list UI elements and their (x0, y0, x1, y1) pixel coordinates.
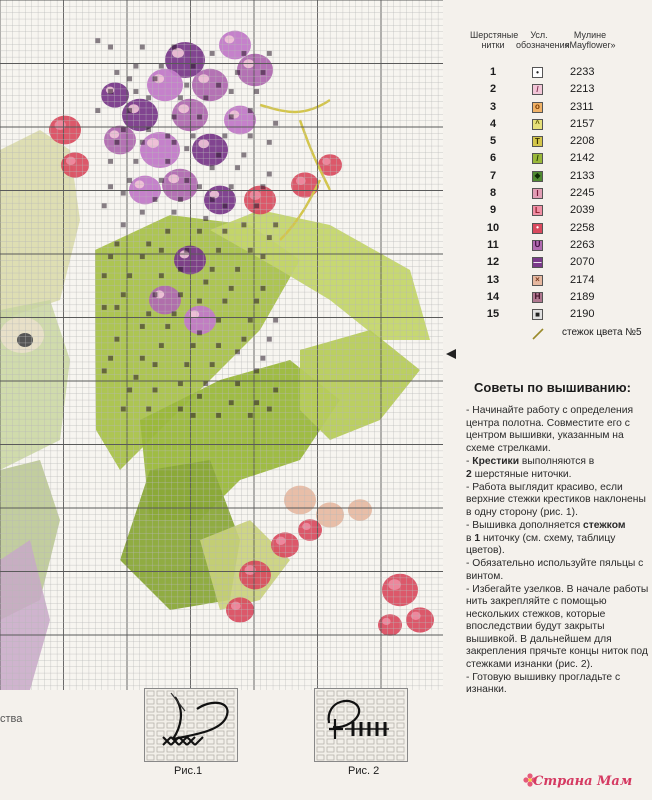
tip-item (466, 482, 650, 520)
cross-stitch-diagram-icon (145, 689, 237, 761)
legend-symbol: • (532, 67, 543, 78)
tip-item (466, 584, 650, 672)
tip-bold-text: Крестики (472, 455, 520, 467)
legend-floss-code: 2258 (570, 221, 595, 234)
legend-number: 8 (489, 187, 497, 200)
tip-bold-text: 1 (474, 532, 481, 544)
legend-row (470, 272, 650, 289)
tip-bold-text: стежком (583, 519, 626, 531)
figure-1 (144, 688, 238, 762)
legend-row (470, 237, 650, 254)
legend-floss-code: 2133 (570, 169, 595, 182)
center-arrow-icon (445, 348, 457, 360)
figure-1-caption: Рис.1 (174, 765, 203, 777)
legend-floss-code: 2142 (570, 152, 595, 165)
legend-floss-code: 2311 (570, 100, 594, 113)
legend-symbol: U (532, 240, 543, 251)
legend-header (470, 30, 650, 62)
legend-row (470, 306, 650, 323)
legend-floss-code: 2208 (570, 135, 595, 148)
legend-symbol: • (532, 223, 543, 234)
tip-text: в (466, 532, 475, 544)
legend-row (470, 220, 650, 237)
tip-text: шерстяные ниточки. (471, 468, 572, 480)
legend-floss-code: 2263 (570, 238, 595, 251)
tip-text: - Обязательно используйте пяльцы с винтом. (466, 558, 644, 582)
tip-item (466, 469, 650, 482)
legend-row (470, 99, 650, 116)
tip-text: - Вышивка дополняется (466, 519, 584, 531)
legend-symbol: T (532, 136, 543, 147)
legend-symbol: / (532, 153, 543, 164)
legend-number: 15 (486, 308, 500, 321)
legend-floss-code: 2039 (570, 204, 595, 217)
legend-row (470, 81, 650, 98)
tips-title: Советы по вышиванию: (474, 380, 631, 395)
watermark-text: Страна Мам (533, 774, 633, 789)
legend-symbol: × (532, 275, 543, 286)
tip-text: - Избегайте узелков. В начале работы нить закрепляйте с помощью нескольких стежков, которые впоследствии будут закрыты вышивкой. В дальнейшем для закрепления прячьте концы ниток под стежками изнанки (рис. 2). (466, 583, 649, 670)
tip-text: - Работа выглядит красиво, если верхние стежки крестиков наклонены в одну сторону (рис. 1). (466, 481, 646, 518)
legend-number: 9 (489, 204, 497, 217)
legend-number: 5 (489, 135, 497, 148)
legend-number: 10 (486, 221, 500, 234)
tip-text: - (466, 455, 473, 467)
legend-symbol: ■ (532, 309, 543, 320)
legend-number: 7 (489, 169, 497, 182)
legend-row (470, 150, 650, 167)
legend-floss-code: 2157 (570, 117, 595, 130)
legend-floss-code: 2189 (570, 290, 595, 303)
legend-floss-code: 2213 (570, 83, 595, 96)
legend-symbol: L (532, 205, 543, 216)
legend-symbol: o (532, 102, 543, 113)
legend-number: 2 (489, 83, 497, 96)
tips-list (466, 405, 650, 697)
legend-header-floss: Мулине «Mayflower» (564, 30, 616, 50)
legend-symbol: / (532, 84, 543, 95)
site-watermark (521, 771, 647, 797)
legend-number: 4 (489, 117, 497, 130)
legend-row (470, 202, 650, 219)
legend-floss-code: 2174 (570, 273, 595, 286)
legend-floss-code: 2070 (570, 256, 595, 269)
stitch-label: стежок цвета №5 (562, 327, 642, 339)
legend-symbol: ^ (532, 119, 543, 130)
tip-text: выполняются в (519, 455, 595, 467)
legend-number: 11 (487, 238, 499, 251)
legend-symbol: H (532, 292, 543, 303)
legend-rows (470, 64, 650, 323)
legend-number: 14 (486, 290, 500, 303)
figure-2 (314, 688, 408, 762)
tip-text: ниточку (см. схему, таблицу цветов). (466, 532, 616, 556)
legend-number: 1 (489, 66, 497, 78)
tip-text: - Начинайте работу с определения центра полотна. Совместите его с центром вышивки, указанным на схеме стрелками. (466, 405, 634, 454)
legend-number: 6 (489, 152, 497, 165)
legend-header-threads: Шерстяные нитки (470, 30, 519, 50)
legend-header-symbols: Усл. обозначения (516, 30, 570, 50)
legend-row (470, 289, 650, 306)
legend-stitch-row (470, 325, 650, 341)
legend-symbol: — (533, 257, 542, 267)
tip-item (466, 558, 650, 583)
tip-bold-text: 2 (466, 468, 472, 480)
cut-off-text: ства (0, 713, 23, 725)
legend-row (470, 64, 650, 81)
legend-floss-code: 2233 (570, 66, 595, 78)
legend-row (470, 254, 650, 271)
tip-item (466, 520, 650, 533)
legend-symbol: I (532, 188, 543, 199)
color-legend (470, 30, 650, 341)
legend-number: 12 (486, 256, 500, 269)
legend-floss-code: 2245 (570, 187, 595, 200)
tip-item (466, 405, 650, 455)
tip-item (466, 672, 650, 697)
legend-row (470, 168, 650, 185)
tip-item (466, 533, 650, 558)
legend-row (470, 133, 650, 150)
figure-2-caption: Рис. 2 (348, 765, 380, 777)
legend-floss-code: 2190 (570, 308, 595, 321)
tip-text: - Готовую вышивку прогладьте с изнанки. (466, 671, 621, 695)
legend-symbol: ◆ (532, 171, 543, 182)
legend-number: 13 (486, 273, 500, 286)
legend-row (470, 185, 650, 202)
stitch-line-icon (532, 328, 544, 340)
thread-fastening-diagram-icon (315, 689, 407, 761)
tip-item (466, 456, 650, 469)
legend-number: 3 (489, 100, 497, 113)
legend-row (470, 116, 650, 133)
